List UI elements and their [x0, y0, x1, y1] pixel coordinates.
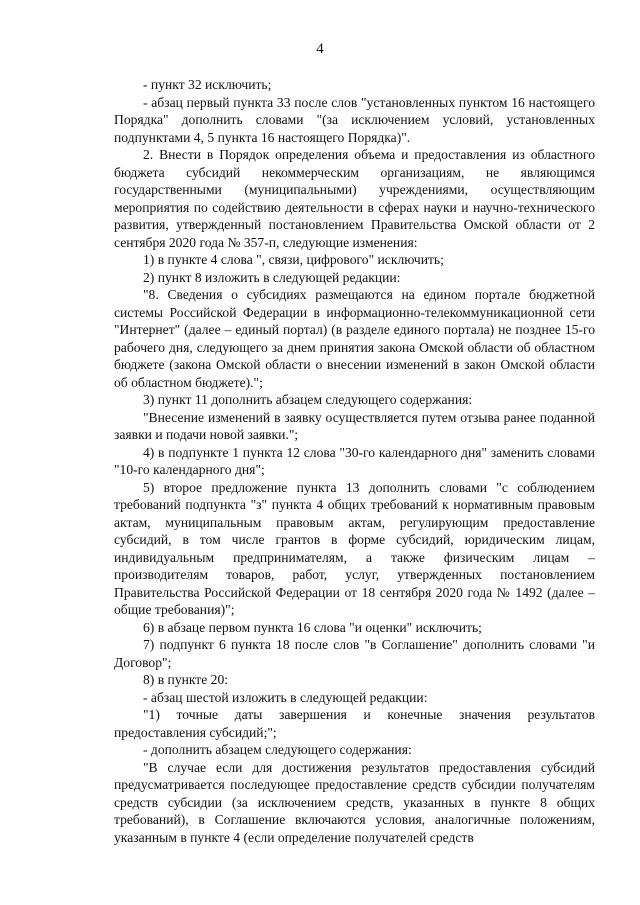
paragraph-9: 4) в подпункте 1 пункта 12 слова "30-го календарного дня" заменить словами "10-го календарного дня";	[114, 444, 599, 477]
paragraph-3: 2. Внести в Порядок определения объема и предоставления из областного бюджета субсидий некоммерческим организациям, не являющимся государственными (муниципальными) учреждениями, осуществляющим мероприятия по содействию деятельности в сферах науки и научно-технического развития, утвержденный постановлением Правительства Омской области от 2 сентября 2020 года № 357-п, следующие изменения:	[114, 147, 599, 250]
paragraph-8: "Внесение изменений в заявку осуществляется путем отзыва ранее поданной заявки и подачи новой заявки.";	[114, 409, 599, 442]
paragraph-16: - дополнить абзацем следующего содержания:	[143, 742, 412, 757]
paragraph-17: "В случае если для достижения результатов предоставления субсидий предусматривается последующее предоставление средств субсидии получателям средств субсидии (за исключением средств, указанных в пункте 8 общих требований), в Соглашение включаются условия, аналогичные положениям, указанным в пункте 4 (если определение получателей средств	[114, 759, 599, 845]
paragraph-5: 2) пункт 8 изложить в следующей редакции:	[143, 269, 401, 285]
paragraph-11: 6) в абзаце первом пункта 16 слова "и оценки" исключить;	[143, 619, 482, 635]
page-number: 4	[316, 41, 324, 57]
paragraph-13: 8) в пункте 20:	[143, 672, 229, 687]
paragraph-4: 1) в пункте 4 слова ", связи, цифрового" исключить;	[143, 252, 444, 267]
paragraph-7: 3) пункт 11 дополнить абзацем следующего содержания:	[143, 392, 473, 407]
paragraph-1: - пункт 32 исключить;	[143, 77, 272, 92]
paragraph-10: 5) второе предложение пункта 13 дополнить словами "с соблюдением требований подпункта "з" пункта 4 общих требований к нормативным правовым актам, муниципальным правовым актам, регулирующим предоставление субсидий, в том числе грантов в форме субсидий, юридическим лицам, индивидуальным предпринимателям, а также физическим лицам – производителям товаров, работ, услуг, утвержденных постановлением Правительства Российской Федерации от 18 сентября 2020 года № 1492 (далее – общие требования)";	[114, 479, 599, 617]
paragraph-6: "8. Сведения о субсидиях размещаются на едином портале бюджетной системы Российской Федерации в информационно-телекоммуникационной сети "Интернет" (далее – единый портал) (в разделе единого портала) не позднее 15-го рабочего дня, следующего за днем принятия закона Омской области об областном бюджете (закона Омской области о внесении изменений в закон Омской области об областном бюджете).";	[114, 287, 599, 390]
paragraph-2: - абзац первый пункта 33 после слов "установленных пунктом 16 настоящего Порядка" дополнить словами "(за исключением условий, установленных подпунктами 4, 5 пункта 16 настоящего Порядка)".	[114, 94, 599, 145]
paragraph-15: "1) точные даты завершения и конечные значения результатов предоставления субсидий;";	[114, 707, 599, 740]
document-body	[114, 76, 599, 846]
paragraph-14: - абзац шестой изложить в следующей редакции:	[143, 689, 428, 705]
paragraph-12: 7) подпункт 6 пункта 18 после слов "в Соглашение" дополнить словами "и Договор";	[114, 637, 599, 670]
